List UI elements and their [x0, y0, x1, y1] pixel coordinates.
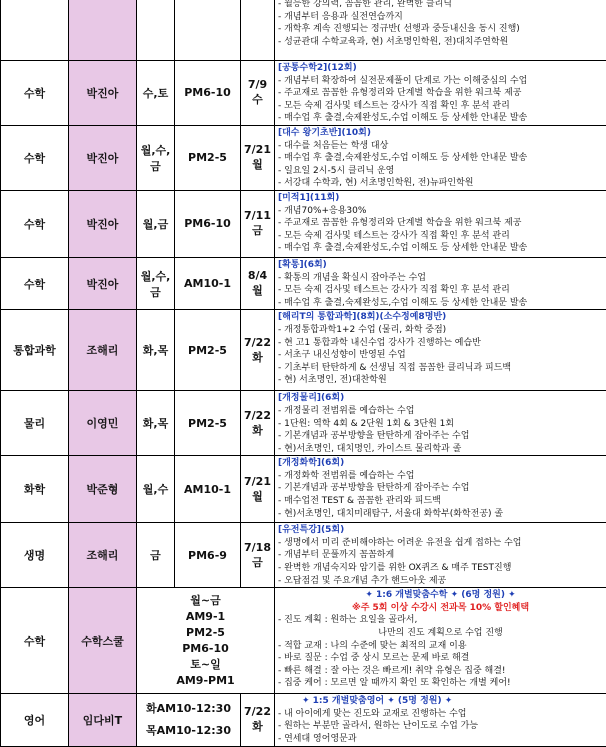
description-cell	[275, 694, 606, 746]
course-title: [개정화학](6회)	[278, 457, 603, 470]
time-cell: PM2-5	[175, 310, 241, 391]
desc-line: - 현)서초명인, 대치미래탐구, 서울대 화학부(화학전공) 졸	[278, 508, 603, 521]
start-cell: 7/21 월	[241, 456, 275, 523]
desc-line: - 1단원: 역학 4회 & 2단원 1회 & 3단원 1회	[278, 418, 603, 431]
table-row	[1, 125, 606, 190]
desc-line: - 연세대 영어영문과	[278, 733, 603, 746]
subject-cell: 생명	[1, 523, 69, 588]
course-title: [해리T의 통합과학](8회)(소수정예8명반)	[278, 311, 603, 324]
desc-line: - 기본개념과 공부방향을 탄탄하게 잡아주는 수업	[278, 430, 603, 443]
description-cell	[275, 456, 606, 523]
time-cell: PM2-5	[175, 125, 241, 190]
course-title: [개정물리](6회)	[278, 392, 603, 405]
subject-cell: 물리	[1, 391, 69, 456]
course-title: [유전특강](5회)	[278, 524, 603, 537]
desc-line: - 생명에서 미리 준비해야하는 어려운 유전을 쉽게 접하는 수업	[278, 537, 603, 550]
desc-line: - 원하는 부분만 골라서, 원하는 난이도로 수업 가능	[278, 720, 603, 733]
subject-cell: 통합과학	[1, 310, 69, 391]
table-row	[1, 456, 606, 523]
desc-line: - 현) 서초명인, 전)대찬학원	[278, 374, 603, 387]
teacher-cell: 조해리	[69, 310, 137, 391]
schedule-line: PM2-5	[137, 625, 274, 641]
days-cell	[137, 0, 175, 61]
desc-line: - 집중 케어 : 모르면 알 때까지 확인 또 확인하는 개별 케어!	[278, 677, 603, 690]
description-cell	[275, 125, 606, 190]
desc-line: - 개정통합과학1+2 수업 (물리, 화학 중점)	[278, 324, 603, 337]
desc-line: - 매수업 후 출결,숙제완성도,수업 이해도 등 상세한 안내문 발송	[278, 297, 603, 310]
desc-line: - 오답점검 및 주요개념 추가 핸드아웃 제공	[278, 575, 603, 588]
teacher-cell: 이영민	[69, 391, 137, 456]
start-cell	[241, 0, 275, 61]
start-cell: 8/4 월	[241, 257, 275, 309]
desc-line: - 적합 교재 : 나의 수준에 맞는 최적의 교재 이용	[278, 640, 603, 653]
course-headline: ✦ 1:5 개별맞춤영어 ✦ (5명 정원) ✦	[278, 695, 603, 708]
desc-line: - 주교재로 꼼꼼한 유형정리와 단계별 학습을 위한 워크북 제공	[278, 87, 603, 100]
description-cell	[275, 61, 606, 126]
description-cell	[275, 391, 606, 456]
start-cell: 7/21 월	[241, 125, 275, 190]
description-cell	[275, 588, 606, 694]
days-cell: 화,목	[137, 391, 175, 456]
schedule-line: 화AM10-12:30	[137, 698, 240, 720]
schedule-cell	[137, 694, 241, 746]
time-cell: PM6-10	[175, 190, 241, 257]
days-cell: 금	[137, 523, 175, 588]
subject-cell	[1, 0, 69, 61]
teacher-cell: 박진아	[69, 190, 137, 257]
days-cell: 월,금	[137, 190, 175, 257]
desc-line: - 서초구 내신성향이 반영된 수업	[278, 349, 603, 362]
days-cell: 화,목	[137, 310, 175, 391]
desc-line: - 기본개념과 공부방향을 탄탄하게 잡아주는 수업	[278, 482, 603, 495]
teacher-cell: 수학스쿨	[69, 588, 137, 694]
subject-cell: 화학	[1, 456, 69, 523]
desc-line: 나만의 진도 계획으로 수업 진행	[278, 627, 603, 640]
schedule-line: AM9-1	[137, 609, 274, 625]
desc-line: - 매수업전 TEST & 꼼꼼한 관리와 피드백	[278, 495, 603, 508]
description-cell	[275, 0, 606, 61]
desc-line: - 주교재로 꼼꼼한 유형정리와 단계별 학습을 위한 워크북 제공	[278, 217, 603, 230]
description-cell	[275, 523, 606, 588]
desc-line: - 서강대 수학과, 현) 서초명인학원, 전)뉴파인학원	[278, 177, 603, 190]
desc-line: - 대수를 처음듣는 학생 대상	[278, 140, 603, 153]
desc-line: - 바로 질문 : 수업 중 상시 모르는 문제 바로 해결	[278, 652, 603, 665]
course-title: [미적1](11회)	[278, 192, 603, 205]
course-title: [확통](6회)	[278, 259, 603, 272]
desc-line: - 개정화학 전범위를 예습하는 수업	[278, 470, 603, 483]
schedule-line: 토~일	[137, 657, 274, 673]
time-cell: PM6-10	[175, 61, 241, 126]
desc-line: - 모든 숙제 검사및 테스트는 강사가 직접 확인 후 분석 관리	[278, 284, 603, 297]
subject-cell: 영어	[1, 694, 69, 746]
table-row	[1, 257, 606, 309]
desc-line: - 확통의 개념을 확실시 잡아주는 수업	[278, 272, 603, 285]
teacher-cell: 박진아	[69, 257, 137, 309]
course-title: [공통수학2](12회)	[278, 62, 603, 75]
days-cell: 수,토	[137, 61, 175, 126]
table-row	[1, 310, 606, 391]
table-row	[1, 588, 606, 694]
teacher-cell: 박진아	[69, 125, 137, 190]
desc-line: - 성균관대 수학교육과, 현) 서초명인학원, 전)대치주연학원	[278, 36, 603, 49]
time-cell: PM6-9	[175, 523, 241, 588]
teacher-cell: 조해리	[69, 523, 137, 588]
time-cell: AM10-1	[175, 257, 241, 309]
time-cell: PM2-5	[175, 391, 241, 456]
desc-line: - 기초부터 탄탄하게 & 선생님 직접 꼼꼼한 클리닉과 피드백	[278, 362, 603, 375]
subject-cell: 수학	[1, 257, 69, 309]
table-row	[1, 0, 606, 61]
description-cell	[275, 190, 606, 257]
subject-cell: 수학	[1, 190, 69, 257]
schedule-line: 월~금	[137, 593, 274, 609]
teacher-cell: 박진아	[69, 61, 137, 126]
start-cell: 7/9 수	[241, 61, 275, 126]
teacher-cell: 임다비T	[69, 694, 137, 746]
days-cell: 월,수,금	[137, 125, 175, 190]
desc-line: - 개학후 계속 진행되는 정규반( 선행과 중등내신을 동시 진행)	[278, 23, 603, 36]
desc-line: - 개정물리 전범위를 예습하는 수업	[278, 405, 603, 418]
start-cell: 7/22 화	[241, 391, 275, 456]
start-cell: 7/22 화	[241, 310, 275, 391]
desc-line: - 개념70%+응용30%	[278, 205, 603, 218]
description-cell	[275, 310, 606, 391]
desc-line: - 매수업 후 출결,숙제완성도,수업 이해도 등 상세한 안내문 발송	[278, 112, 603, 125]
desc-line: - 현)서초명인, 대치명인, 카이스트 물리학과 졸	[278, 443, 603, 456]
discount-notice: ※주 5회 이상 수강시 전과목 10% 할인혜택	[278, 602, 603, 615]
desc-line: - 개념부터 응용과 실전연습까지	[278, 11, 603, 24]
days-cell: 월,수,금	[137, 257, 175, 309]
course-headline: ✦ 1:6 개별맞춤수학 ✦ (6명 정원) ✦	[278, 589, 603, 602]
days-cell: 월,수	[137, 456, 175, 523]
table-row	[1, 61, 606, 126]
start-cell: 7/11 금	[241, 190, 275, 257]
desc-line: - 현 고1 통합과학 내신수업 강사가 진행하는 예습반	[278, 337, 603, 350]
desc-line: - 내 아이에게 맞는 진도와 교재로 진행하는 수업	[278, 708, 603, 721]
table-row	[1, 694, 606, 746]
schedule-line: 목AM10-12:30	[137, 720, 240, 742]
time-cell	[175, 0, 241, 61]
desc-line: - 빠른 해결 : 잘 아는 것은 빠르게! 취약 유형은 집중 해결!	[278, 665, 603, 678]
start-cell: 7/22 화	[241, 694, 275, 746]
table-row	[1, 391, 606, 456]
schedule-line: AM9-PM1	[137, 673, 274, 689]
table-row	[1, 190, 606, 257]
desc-line: - 개념부터 확장하여 실전문제풀이 단계로 가는 이해중심의 수업	[278, 75, 603, 88]
table-row	[1, 523, 606, 588]
desc-line: - 개념부터 문풀까지 꼼꼼하게	[278, 549, 603, 562]
schedule-cell	[137, 588, 275, 694]
schedule-line: PM6-10	[137, 641, 274, 657]
teacher-cell	[69, 0, 137, 61]
desc-line: - 매수업 후 출결,숙제완성도,수업 이해도 등 상세한 안내문 발송	[278, 242, 603, 255]
teacher-cell: 박준형	[69, 456, 137, 523]
start-cell: 7/18 금	[241, 523, 275, 588]
time-cell: AM10-1	[175, 456, 241, 523]
subject-cell: 수학	[1, 61, 69, 126]
desc-line: - 매수업 후 출결,숙제완성도,수업 이해도 등 상세한 안내문 발송	[278, 152, 603, 165]
course-title: [대수 왕기초반](10회)	[278, 127, 603, 140]
subject-cell: 수학	[1, 125, 69, 190]
desc-line: - 월등한 강의력, 꼼꼼한 관리, 완벽한 클리닉	[278, 0, 603, 11]
desc-line: - 일요일 2시-5시 클리닉 운영	[278, 165, 603, 178]
subject-cell: 수학	[1, 588, 69, 694]
desc-line: - 진도 계획 : 원하는 요일을 골라서,	[278, 614, 603, 627]
description-cell	[275, 257, 606, 309]
desc-line: - 모든 숙제 검사및 테스트는 강사가 직접 확인 후 분석 관리	[278, 100, 603, 113]
desc-line: - 완벽한 개념숙지와 암기를 위한 OX퀴즈 & 매주 TEST진행	[278, 562, 603, 575]
desc-line: - 모든 숙제 검사및 테스트는 강사가 직접 확인 후 분석 관리	[278, 230, 603, 243]
